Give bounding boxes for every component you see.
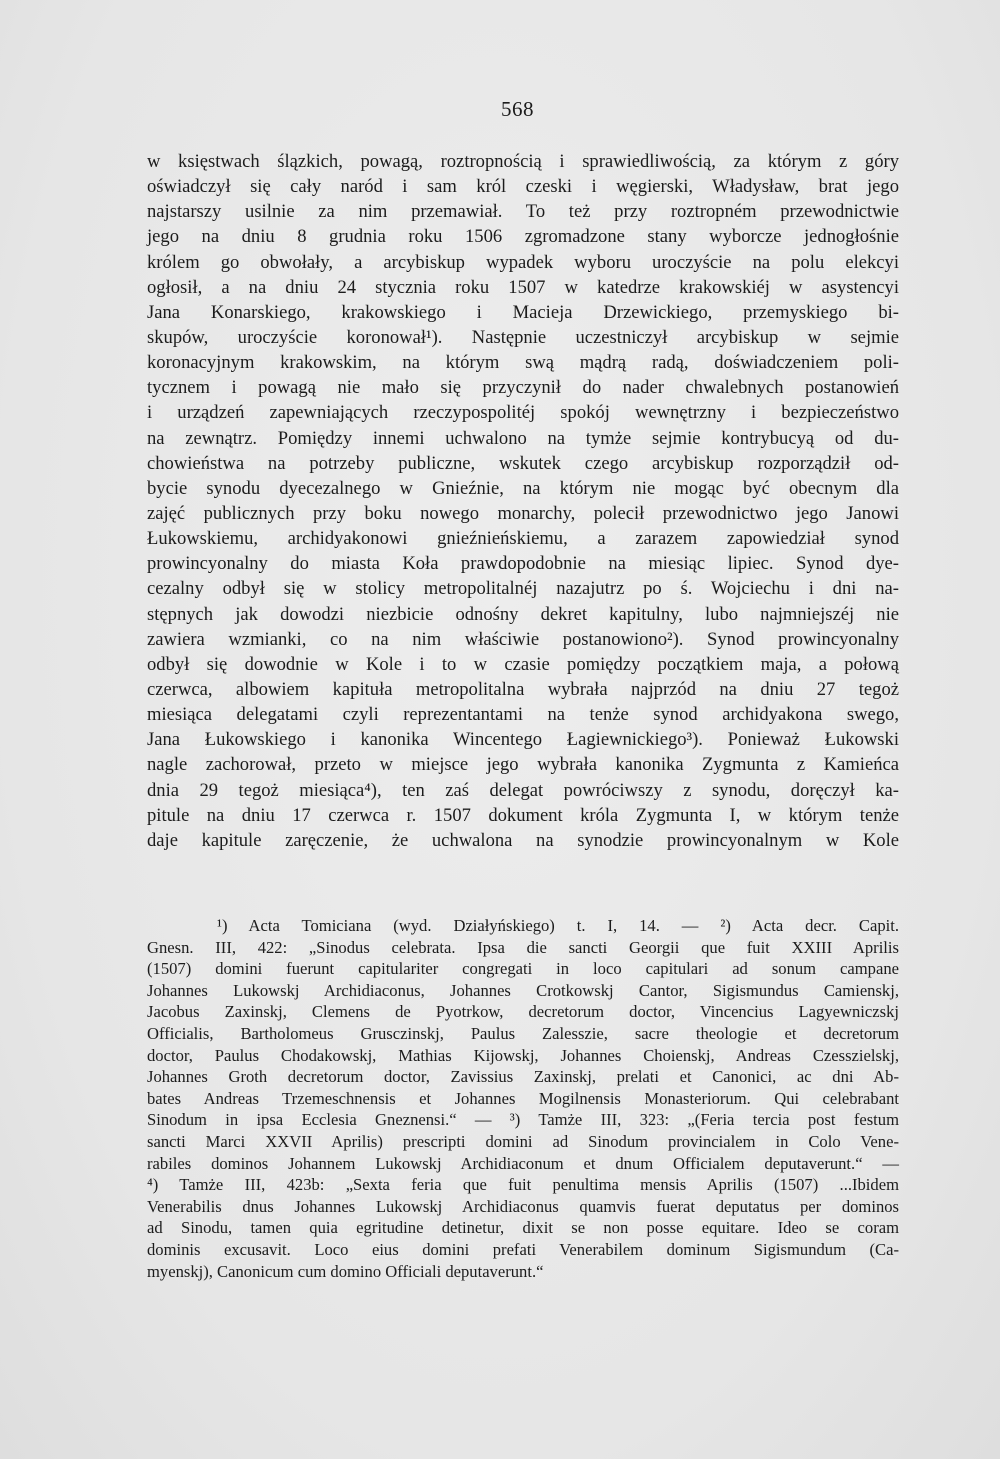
main-body-text [147, 149, 899, 853]
body-line: prowincyonalny do miasta Koła prawdopodobnie na miesiąc lipiec. Synod dye- [147, 553, 899, 575]
body-line: królem go obwołały, a arcybiskup wypadek wyboru uroczyście na polu elekcyi [147, 251, 899, 273]
body-line: pitule na dniu 17 czerwca r. 1507 dokument króla Zygmunta I, w którym tenże [147, 804, 899, 826]
body-line: i urządzeń zapewniających rzeczypospolitéj spokój wewnętrzny i bezpieczeństwo [147, 402, 899, 424]
footnote-line: Johannes Lukowskj Archidiaconus, Johannes Crotkowskj Cantor, Sigismundus Camienskj, [147, 980, 899, 1000]
body-line: zajęć publicznych przy boku nowego monarchy, polecił przewodnictwo jego Janowi [147, 502, 899, 524]
footnote-line: doctor, Paulus Chodakowskj, Mathias Kijowskj, Johannes Choienskj, Andreas Czesszielskj, [147, 1045, 899, 1065]
footnote-line: bates Andreas Trzemeschnensis et Johannes Mogilnensis Monasteriorum. Qui celebrabant [147, 1088, 899, 1108]
footnote-line: Venerabilis dnus Johannes Lukowskj Archidiaconus quamvis fuerat deputatus per dominos [147, 1196, 899, 1216]
footnote-line: ⁴) Tamże III, 423b: „Sexta feria que fuit penultima mensis Aprilis (1507) ...Ibidem [147, 1175, 899, 1195]
body-line: bycie synodu dyecezalnego w Gnieźnie, na którym nie mogąc być obecnym dla [147, 477, 899, 499]
body-line: stępnych jak dowodzi niezbicie odnośny dekret kapitulny, lubo najmniejszéj nie [147, 603, 899, 625]
body-line: chowieństwa na potrzeby publiczne, wskutek czego arcybiskup rozporządził od- [147, 452, 899, 474]
body-line: miesiąca delegatami czyli reprezentantami na tenże synod archidyakona swego, [147, 704, 899, 726]
body-line: jego na dniu 8 grudnia roku 1506 zgromadzone stany wyborcze jednogłośnie [147, 226, 899, 248]
footnote-line: sancti Marci XXVII Aprilis) prescripti domini ad Sinodum provincialem in Colo Vene- [147, 1131, 899, 1151]
footnote-line: (1507) domini fuerunt capitulariter congregati in loco capitulari ad sonum campane [147, 959, 899, 979]
body-line: dnia 29 tegoż miesiąca⁴), ten zaś delegat powróciwszy z synodu, doręczył ka- [147, 779, 899, 801]
footnote-line: myenskj), Canonicum cum domino Officiali deputaverunt.“ [147, 1261, 544, 1281]
body-line: Jana Konarskiego, krakowskiego i Macieja Drzewickiego, przemyskiego bi- [147, 301, 899, 323]
body-line: oświadczył się cały naród i sam król czeski i węgierski, Władysław, brat jego [147, 176, 899, 198]
body-line: Jana Łukowskiego i kanonika Wincentego Łagiewnickiego³). Ponieważ Łukowski [147, 729, 899, 751]
body-line: daje kapitule zaręczenie, że uchwalona na synodzie prowincyonalnym w Kole [147, 829, 899, 851]
body-line: koronacyjnym krakowskim, na którym swą mądrą radą, doświadczeniem poli- [147, 352, 899, 374]
body-line: skupów, uroczyście koronował¹). Następnie uczestniczył arcybiskup w sejmie [147, 326, 899, 348]
page-number: 568 [501, 97, 534, 121]
body-line: czerwca, albowiem kapituła metropolitalna wybrała najprzód na dniu 27 tegoż [147, 678, 899, 700]
body-line: tycznem i powagą nie mało się przyczynił do nader chwalebnych postanowień [147, 377, 899, 399]
footnote-line: Gnesn. III, 422: „Sinodus celebrata. Ipsa die sancti Georgii que fuit XXIII Aprilis [147, 937, 899, 957]
footnote-line: Sinodum in ipsa Ecclesia Gneznensi.“ — ³) Tamże III, 323: „(Feria tercia post festum [147, 1110, 899, 1130]
body-line: w księstwach ślązkich, powagą, roztropnością i sprawiedliwością, za którym z góry [147, 151, 899, 172]
footnote-line: Officialis, Bartholomeus Grusczinskj, Paulus Zalesszie, sacre theologie et decretorum [147, 1023, 899, 1043]
body-line: ogłosił, a na dniu 24 stycznia roku 1507 w katedrze krakowskiéj w asystencyi [147, 276, 899, 298]
footnotes [147, 915, 899, 1282]
footnote-line: Jacobus Zaxinskj, Clemens de Pyotrkow, decretorum doctor, Vincencius Lagyewniczskj [147, 1002, 899, 1022]
body-line: zawiera wzmianki, co na nim właściwie postanowiono²). Synod prowincyonalny [147, 628, 899, 650]
body-line: najstarszy usilnie za nim przemawiał. To też przy roztropném przewodnictwie [147, 201, 899, 223]
footnote-line: Johannes Groth decretorum doctor, Zavissius Zaxinskj, prelati et Canonici, ac dni Ab- [147, 1067, 899, 1087]
footnote-line: dominis excusavit. Loco eius domini prefati Venerabilem dominum Sigismundum (Ca- [147, 1239, 899, 1259]
footnote-line: rabiles dominos Johannem Lukowskj Archidiaconum et dnum Officialem deputaverunt.“ — [147, 1153, 899, 1173]
body-line: cezalny odbył się w stolicy metropolitalnéj nazajutrz po ś. Wojciechu i dni na- [147, 578, 899, 600]
footnote-line: ¹) Acta Tomiciana (wyd. Działyńskiego) t. I, 14. — ²) Acta decr. Capit. [217, 916, 899, 935]
footnote-line: ad Sinodu, tamen quia egritudine detinetur, dixit se non posse equitare. Ideo se coram [147, 1218, 899, 1238]
body-line: odbył się dowodnie w Kole i to w czasie pomiędzy początkiem maja, a połową [147, 653, 899, 675]
body-line: Łukowskiemu, archidyakonowi gnieźnieńskiemu, a zarazem zapowiedział synod [147, 528, 899, 550]
body-line: nagle zachorował, przeto w miejsce jego wybrała kanonika Zygmunta z Kamieńca [147, 754, 899, 776]
body-line: na zewnątrz. Pomiędzy innemi uchwalono na tymże sejmie kontrybucyą od du- [147, 427, 899, 449]
